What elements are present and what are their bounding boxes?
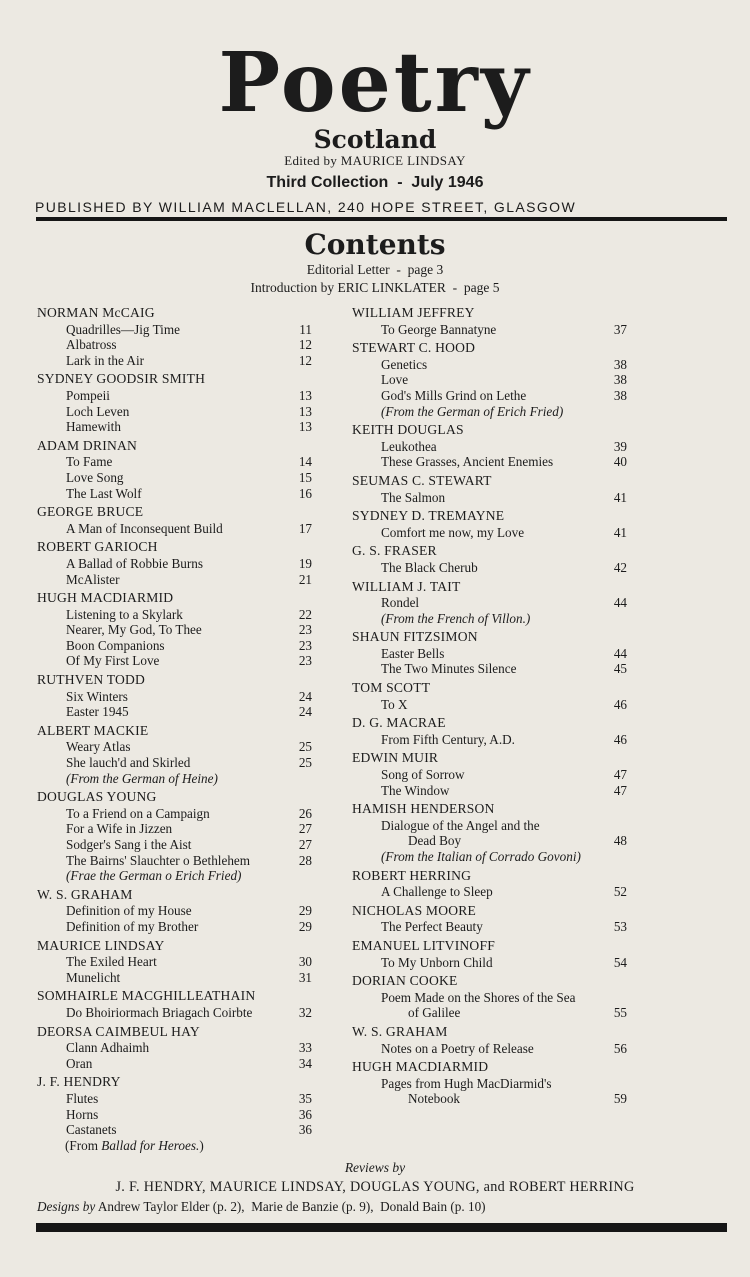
- page-number: 17: [298, 520, 312, 536]
- author-name: DORIAN COOKE: [352, 973, 458, 989]
- contents-entry: [37, 419, 312, 435]
- page-number: 38: [613, 372, 627, 388]
- poem-title: Pages from Hugh MacDiarmid's: [381, 1075, 552, 1091]
- poem-title: Easter 1945: [66, 704, 129, 720]
- contents-section: [37, 305, 312, 368]
- contents-entry: [37, 322, 312, 338]
- poem-title: Easter Bells: [381, 645, 445, 661]
- contents-entry: [352, 490, 627, 506]
- collection-line: Third Collection - July 1946: [266, 174, 484, 191]
- poem-title: Genetics: [381, 356, 428, 372]
- page-number: 53: [613, 919, 627, 935]
- poem-title: A Ballad of Robbie Burns: [66, 555, 203, 571]
- page-number: 13: [298, 387, 312, 403]
- page-number: 26: [298, 805, 312, 821]
- contents-entry: [37, 404, 312, 420]
- page-number: 48: [613, 833, 627, 849]
- contents-entry: [37, 704, 312, 720]
- contents-section: [37, 988, 312, 1020]
- author-name: HUGH MACDIARMID: [37, 590, 174, 606]
- contents-entry: [37, 521, 312, 537]
- contents-entry: [37, 572, 312, 588]
- poem-title: To X: [381, 696, 408, 712]
- poem-title: Dead Boy: [408, 833, 462, 849]
- author-name: SEUMAS C. STEWART: [352, 472, 492, 488]
- poem-title: Castanets: [66, 1122, 117, 1138]
- contents-left-column: [37, 305, 312, 1156]
- page-number: 39: [613, 438, 627, 454]
- poem-title: Definition of my Brother: [66, 918, 199, 934]
- editorial-letter-line: Editorial Letter - page 3: [306, 262, 444, 277]
- poem-title: Comfort me now, my Love: [381, 524, 525, 540]
- contents-section: [37, 723, 312, 786]
- contents-section: [352, 715, 627, 747]
- page-number: 12: [298, 352, 312, 368]
- poem-title: Song of Sorrow: [381, 767, 465, 783]
- contents-entry: [37, 821, 312, 837]
- contents-section: [352, 508, 627, 540]
- poem-title: Dialogue of the Angel and the: [381, 817, 540, 833]
- edited-prefix: Edited by: [284, 153, 338, 168]
- contents-entry: [37, 689, 312, 705]
- page-number: 21: [298, 571, 312, 587]
- contents-entry: [352, 955, 627, 971]
- contents-section: [352, 1059, 627, 1107]
- author-name: SHAUN FITZSIMON: [352, 629, 478, 645]
- poem-title: She lauch'd and Skirled: [66, 755, 191, 771]
- contents-entry: [37, 755, 312, 771]
- contents-entry: [352, 595, 627, 611]
- page-number: 30: [298, 954, 312, 970]
- author-name: KEITH DOUGLAS: [352, 422, 464, 438]
- author-name: DEORSA CAIMBEUL HAY: [37, 1023, 200, 1039]
- contents-entry: [352, 439, 627, 455]
- editor-line: [0, 153, 750, 169]
- contents-entry: [37, 970, 312, 986]
- contents-entry: [352, 833, 627, 849]
- contents-entry: [352, 783, 627, 799]
- poem-title: To a Friend on a Campaign: [66, 805, 210, 821]
- author-name: DOUGLAS YOUNG: [37, 789, 157, 805]
- author-name: ALBERT MACKIE: [37, 722, 149, 738]
- contents-entry: [352, 732, 627, 748]
- poem-title: The Last Wolf: [66, 485, 142, 501]
- page-number: 24: [298, 704, 312, 720]
- poem-title: Love: [381, 372, 409, 388]
- poem-title: Poem Made on the Shores of the Sea: [381, 989, 576, 1005]
- contents-section: [37, 789, 312, 884]
- translation-note: (From the German of Erich Fried): [381, 403, 564, 419]
- page-number: 29: [298, 918, 312, 934]
- poem-title: Rondel: [381, 595, 420, 611]
- poem-title: Horns: [66, 1106, 99, 1122]
- contents-right-column: [352, 305, 627, 1110]
- contents-entry: [37, 607, 312, 623]
- author-name: MAURICE LINDSAY: [37, 937, 165, 953]
- author-name: WILLIAM JEFFREY: [352, 305, 475, 320]
- poem-title: Notes on a Poetry of Release: [381, 1040, 534, 1056]
- contents-entry: [37, 1056, 312, 1072]
- page-number: 31: [298, 969, 312, 985]
- contents-section: [352, 680, 627, 712]
- page-number: 13: [298, 403, 312, 419]
- contents-section: [37, 590, 312, 669]
- contents-entry: [37, 1040, 312, 1056]
- contents-entry: [352, 388, 627, 404]
- translation-note: (Frae the German o Erich Fried): [66, 868, 242, 884]
- author-name: HUGH MACDIARMID: [352, 1059, 489, 1075]
- page-number: 47: [613, 782, 627, 798]
- page-number: 40: [613, 454, 627, 470]
- poem-title: Notebook: [408, 1091, 461, 1107]
- page-number: 56: [613, 1040, 627, 1056]
- contents-section: [352, 938, 627, 970]
- magazine-subtitle: Scotland: [313, 125, 437, 154]
- contents-entry: [37, 1122, 312, 1138]
- contents-entry: [352, 560, 627, 576]
- page-number: 41: [613, 524, 627, 540]
- page-number: 38: [613, 356, 627, 372]
- poem-title: From Fifth Century, A.D.: [381, 731, 515, 747]
- page-number: 16: [298, 485, 312, 501]
- contents-entry: [37, 1091, 312, 1107]
- contents-entry: [352, 1091, 627, 1107]
- contents-entry: [352, 646, 627, 662]
- contents-section: [37, 371, 312, 434]
- page-number: 11: [299, 321, 312, 337]
- contents-section: [352, 801, 627, 864]
- note-prefix: (From: [65, 1137, 102, 1153]
- contents-entry: [37, 853, 312, 869]
- page-number: 36: [298, 1106, 312, 1122]
- page-number: 46: [613, 696, 627, 712]
- page-number: 44: [613, 645, 627, 661]
- contents-section: [352, 579, 627, 627]
- contents-entry: [37, 486, 312, 502]
- contents-entry: [37, 1005, 312, 1021]
- page-number: 33: [298, 1040, 312, 1056]
- contents-entry: [37, 739, 312, 755]
- contents-section: [352, 629, 627, 677]
- contents-entry: [37, 653, 312, 669]
- page-number: 23: [298, 653, 312, 669]
- page-number: 13: [298, 419, 312, 435]
- author-name: ROBERT GARIOCH: [37, 539, 158, 555]
- page-number: 52: [613, 884, 627, 900]
- author-name: W. S. GRAHAM: [352, 1023, 448, 1039]
- contents-section: [352, 903, 627, 935]
- page-number: 15: [298, 469, 312, 485]
- contents-section: [352, 973, 627, 1021]
- page-number: 19: [298, 555, 312, 571]
- contents-section: [352, 543, 627, 575]
- poem-title: Albatross: [66, 337, 117, 353]
- contents-heading: Contents: [304, 228, 446, 261]
- poem-title: Do Bhoiriormach Briagach Coirbte: [66, 1004, 253, 1020]
- contents-entry: [37, 353, 312, 369]
- contents-entry: [37, 388, 312, 404]
- poem-title: Munelicht: [66, 969, 121, 985]
- poem-title: The Exiled Heart: [66, 954, 157, 970]
- editor-name: MAURICE LINDSAY: [340, 153, 466, 168]
- poem-title: Oran: [66, 1055, 93, 1071]
- page-number: 35: [298, 1090, 312, 1106]
- contents-entry: [352, 884, 627, 900]
- contents-section: [352, 868, 627, 900]
- contents-section: [352, 340, 627, 419]
- page-number: 37: [613, 321, 627, 337]
- page-number: 38: [613, 387, 627, 403]
- author-name: GEORGE BRUCE: [37, 504, 144, 520]
- page-number: 24: [298, 688, 312, 704]
- reviews-names: J. F. HENDRY, MAURICE LINDSAY, DOUGLAS YOUNG, and ROBERT HERRING: [115, 1179, 635, 1195]
- poem-title: The Salmon: [381, 489, 446, 505]
- page-number: 22: [298, 606, 312, 622]
- contents-entry: [37, 454, 312, 470]
- contents-section: [352, 305, 627, 337]
- designs-credit: [37, 1199, 727, 1215]
- author-name: SYDNEY GOODSIR SMITH: [37, 371, 206, 387]
- note-source-title: Ballad for Heroes.: [101, 1137, 200, 1153]
- page-number: 41: [613, 489, 627, 505]
- contents-entry: [352, 454, 627, 470]
- contents-entry: [37, 470, 312, 486]
- contents-entry: [352, 919, 627, 935]
- poem-title: These Grasses, Ancient Enemies: [381, 454, 554, 470]
- contents-section: [37, 887, 312, 935]
- poem-title: Definition of my House: [66, 903, 192, 919]
- page-number: 25: [298, 755, 312, 771]
- contents-entry: [352, 525, 627, 541]
- poem-title: To My Unborn Child: [381, 954, 493, 970]
- translation-note: (From the French of Villon.): [381, 610, 531, 626]
- poem-title: Love Song: [66, 469, 124, 485]
- poem-title: To George Bannatyne: [381, 321, 497, 337]
- contents-entry: [37, 954, 312, 970]
- page-number: 14: [298, 454, 312, 470]
- poem-title: Hamewith: [66, 419, 121, 435]
- poem-title: Nearer, My God, To Thee: [66, 622, 202, 638]
- poem-title: A Man of Inconsequent Build: [66, 520, 223, 536]
- contents-entry: [352, 661, 627, 677]
- publisher-line: PUBLISHED BY WILLIAM MACLELLAN, 240 HOPE STREET, GLASGOW: [35, 199, 577, 215]
- author-name: NICHOLAS MOORE: [352, 902, 477, 918]
- page-number: 25: [298, 739, 312, 755]
- author-name: EDWIN MUIR: [352, 750, 439, 766]
- poem-title: Of My First Love: [66, 653, 160, 669]
- footer-rule: [36, 1223, 727, 1232]
- poem-title: The Two Minutes Silence: [381, 661, 517, 677]
- poem-title: Quadrilles—Jig Time: [66, 321, 180, 337]
- poem-title: McAlister: [66, 571, 120, 587]
- magazine-title: Poetry: [218, 35, 532, 131]
- poem-title: A Challenge to Sleep: [381, 884, 493, 900]
- poem-title: God's Mills Grind on Lethe: [381, 387, 527, 403]
- contents-entry: [352, 697, 627, 713]
- author-name: NORMAN McCAIG: [37, 305, 155, 320]
- page-number: 32: [298, 1004, 312, 1020]
- poem-title: The Window: [381, 782, 450, 798]
- contents-section: [37, 672, 312, 720]
- contents-section: [352, 422, 627, 470]
- translation-note: (From the Italian of Corrado Govoni): [381, 849, 581, 864]
- poem-title: Listening to a Skylark: [66, 606, 183, 622]
- author-name: SYDNEY D. TREMAYNE: [352, 508, 505, 524]
- poem-title: The Bairns' Slauchter o Bethlehem: [66, 852, 251, 868]
- page-number: 27: [298, 821, 312, 837]
- page-number: 42: [613, 559, 627, 575]
- poem-title: The Black Cherub: [381, 559, 478, 575]
- page-number: 12: [298, 337, 312, 353]
- translation-note: (From the German of Heine): [66, 770, 218, 786]
- header-rule: [36, 217, 727, 221]
- author-name: WILLIAM J. TAIT: [352, 578, 461, 594]
- contents-entry: [37, 622, 312, 638]
- contents-entry: [37, 337, 312, 353]
- contents-entry: [352, 767, 627, 783]
- poem-title: Loch Leven: [66, 403, 130, 419]
- reviews-label: Reviews by: [344, 1160, 406, 1175]
- contents-entry: [37, 638, 312, 654]
- page-number: 45: [613, 661, 627, 677]
- designs-credits: Andrew Taylor Elder (p. 2), Marie de Banzie (p. 9), Donald Bain (p. 10): [97, 1199, 486, 1214]
- contents-entry: [352, 322, 627, 338]
- author-name: TOM SCOTT: [352, 680, 431, 696]
- poem-title: The Perfect Beauty: [381, 919, 483, 935]
- contents-entry: [37, 837, 312, 853]
- author-name: W. S. GRAHAM: [37, 886, 133, 902]
- page-number: 23: [298, 637, 312, 653]
- poem-title: Six Winters: [66, 688, 128, 704]
- author-name: SOMHAIRLE MACGHILLEATHAIN: [37, 988, 256, 1004]
- author-name: EMANUEL LITVINOFF: [352, 937, 495, 953]
- author-name: RUTHVEN TODD: [37, 672, 146, 688]
- contents-entry: [352, 357, 627, 373]
- author-name: J. F. HENDRY: [37, 1074, 121, 1090]
- contents-entry: [37, 903, 312, 919]
- note-suffix: ): [199, 1137, 204, 1153]
- page-number: 59: [613, 1091, 627, 1107]
- contents-entry: [352, 818, 627, 834]
- contents-section: [352, 750, 627, 798]
- page-number: 36: [298, 1122, 312, 1138]
- page-number: 27: [298, 837, 312, 852]
- author-name: ADAM DRINAN: [37, 437, 137, 453]
- page-number: 47: [613, 767, 627, 783]
- poem-title: Leukothea: [381, 438, 437, 454]
- contents-entry: [352, 990, 627, 1006]
- contents-section: [37, 1074, 312, 1153]
- poem-title: Boon Companions: [66, 637, 165, 653]
- poem-title: Clann Adhaimh: [66, 1040, 150, 1056]
- contents-entry: [37, 556, 312, 572]
- introduction-line: Introduction by ERIC LINKLATER - page 5: [250, 280, 500, 295]
- page-number: 28: [298, 852, 312, 868]
- author-name: STEWART C. HOOD: [352, 340, 476, 356]
- author-name: ROBERT HERRING: [352, 867, 472, 883]
- page-number: 34: [298, 1055, 312, 1071]
- contents-entry: [352, 1005, 627, 1021]
- contents-section: [352, 473, 627, 505]
- page-number: 46: [613, 731, 627, 747]
- translation-note: [37, 1138, 312, 1154]
- poem-title: Pompeii: [66, 387, 110, 403]
- contents-entry: [352, 1041, 627, 1057]
- poem-title: For a Wife in Jizzen: [66, 821, 173, 837]
- contents-entry: [37, 1107, 312, 1123]
- contents-section: [37, 1024, 312, 1072]
- page-number: 54: [613, 954, 627, 970]
- contents-section: [37, 438, 312, 501]
- poem-title: Lark in the Air: [66, 352, 145, 368]
- poem-title: To Fame: [66, 454, 113, 470]
- contents-section: [37, 504, 312, 536]
- poem-title: of Galilee: [408, 1005, 461, 1021]
- designs-label: Designs by: [37, 1199, 96, 1214]
- contents-section: [37, 938, 312, 986]
- contents-section: [37, 539, 312, 587]
- contents-entry: [37, 919, 312, 935]
- contents-entry: [352, 372, 627, 388]
- contents-section: [352, 1024, 627, 1056]
- page-number: 23: [298, 622, 312, 638]
- poem-title: Sodger's Sang i the Aist: [66, 837, 192, 852]
- contents-entry: [352, 1076, 627, 1092]
- author-name: HAMISH HENDERSON: [352, 801, 495, 817]
- poem-title: Flutes: [66, 1090, 99, 1106]
- poem-title: Weary Atlas: [66, 739, 131, 755]
- author-name: D. G. MACRAE: [352, 715, 446, 731]
- contents-entry: [37, 806, 312, 822]
- page-number: 44: [613, 595, 627, 611]
- author-name: G. S. FRASER: [352, 543, 437, 559]
- page-number: 29: [298, 903, 312, 919]
- page-number: 55: [613, 1005, 627, 1021]
